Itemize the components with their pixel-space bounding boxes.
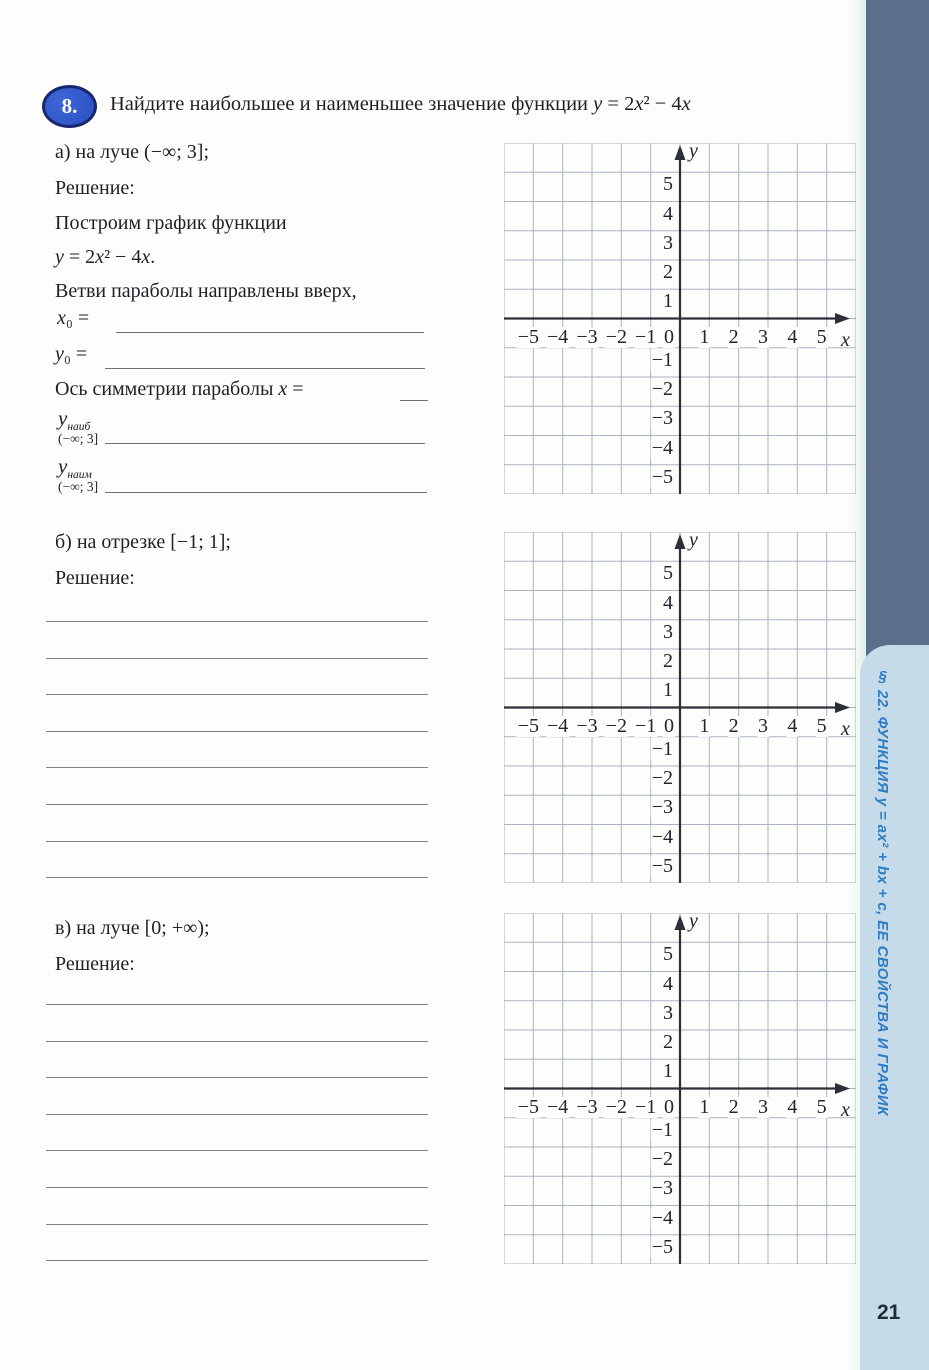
y-tick-label: 5 [663,943,673,966]
x-tick-label: 3 [758,714,768,737]
y-tick-label: 3 [663,620,673,643]
y-tick-label: 4 [663,202,673,225]
part-b-solution-label: Решение: [55,567,135,589]
answer-line-x0 [116,332,424,333]
y-tick-label: 4 [663,972,673,995]
x-tick-label: 4 [787,325,798,348]
x-tick-label: −2 [605,325,627,348]
y-tick-label: 5 [663,173,673,196]
sidebar-section-title: § 22. ФУНКЦИЯ y = ax² + bx + c, ЕЕ СВОЙСТВА И ГРАФИК [874,668,891,1116]
answer-line-ymin [105,492,427,493]
part-a-solution-label: Решение: [55,177,135,199]
answer-ruled-line [46,1187,428,1188]
x-tick-label: −5 [517,325,539,348]
y-tick-label: −3 [651,407,673,430]
answer-ruled-line [46,767,428,768]
coordinate-grid-part-a [504,140,856,494]
y-tick-label: 3 [663,231,673,254]
x-tick-label: 4 [787,1095,798,1118]
y-tick-label: −2 [651,378,673,400]
x-tick-label: −4 [547,1095,569,1118]
problem-statement-text: Найдите наибольшее и наименьшее значение функции [110,93,589,115]
answer-ruled-line [46,1224,428,1225]
y-tick-label: 2 [663,650,673,672]
answer-line-y0 [105,368,425,369]
y-tick-label: −5 [651,1235,673,1258]
x-tick-label: 5 [816,1095,827,1118]
y-tick-label: −2 [651,767,673,789]
y-tick-label: −1 [651,737,673,760]
answer-ruled-line [46,1150,428,1151]
y-tick-label: −5 [651,465,673,488]
x-tick-label: −2 [605,714,627,737]
y-tick-label: −1 [651,1118,673,1141]
problem-statement [110,92,691,118]
answer-ruled-line [46,621,428,622]
origin-label: 0 [664,714,674,737]
x-tick-label: −1 [635,1095,657,1118]
problem-formula: y = 2x² − 4x [593,93,691,115]
answer-ruled-line [46,658,428,659]
x-axis-label: x [841,717,850,740]
y-tick-label: 2 [663,1031,673,1053]
y-tick-label: 4 [663,591,673,614]
y-axis-label: y [689,140,698,162]
x-tick-label: 2 [728,325,739,348]
answer-ruled-line [46,1041,428,1042]
x-axis-label: x [841,1098,850,1121]
y-tick-label: 1 [663,290,673,313]
answer-ruled-line [46,804,428,805]
part-c-heading: в) на луче [0; +∞); [55,917,210,939]
answer-ruled-line [46,1260,428,1261]
part-b-heading: б) на отрезке [−1; 1]; [55,531,231,553]
x-tick-label: −1 [635,325,657,348]
x-tick-label: −1 [635,714,657,737]
x0-label: x₀ = [57,307,90,329]
answer-ruled-line [46,1004,428,1005]
coordinate-grid-part-c [504,910,856,1264]
answer-line-ymax [105,443,425,444]
x-tick-label: 1 [699,325,710,348]
problem-number: 8. [61,94,78,118]
x-tick-label: 5 [816,325,827,348]
y-tick-label: −3 [651,796,673,819]
x-tick-label: 3 [758,1095,768,1118]
answer-ruled-line [46,1114,428,1115]
y-tick-label: −2 [651,1148,673,1170]
page-number: 21 [877,1301,901,1324]
y-tick-label: −4 [651,825,673,848]
x-tick-label: 2 [728,714,739,737]
sidebar-section-tab [860,645,929,1370]
sidebar-dark-band [866,0,929,668]
y-tick-label: −4 [651,436,673,459]
y-tick-label: −3 [651,1177,673,1200]
y-tick-label: −1 [651,348,673,371]
y-tick-label: 3 [663,1001,673,1024]
ymin-notation: $y_{наим}$ (−∞; 3] [58,454,99,495]
y-tick-label: −4 [651,1206,673,1229]
x-tick-label: −3 [576,714,598,737]
y-tick-label: 1 [663,1060,673,1083]
part-a-build-line: Построим график функции [55,212,287,234]
answer-ruled-line [46,841,428,842]
grid-lines [504,532,856,883]
x-tick-label: −4 [547,325,569,348]
y-tick-label: 1 [663,679,673,702]
part-a-branches-line: Ветви параболы направлены вверх, [55,280,357,302]
axis-of-symmetry-label: Ось симметрии параболы x = [55,378,304,400]
origin-label: 0 [664,325,674,348]
problem-number-badge [42,85,97,128]
ymax-notation: $y_{наиб}$ (−∞; 3] [58,406,99,447]
y-tick-label: 2 [663,261,673,283]
x-tick-label: 3 [758,325,768,348]
y-axis-label: y [689,529,698,551]
ymin-interval: (−∞; 3] [58,479,99,495]
x-tick-label: −3 [576,325,598,348]
x-tick-label: −5 [517,714,539,737]
answer-ruled-line [46,731,428,732]
x-tick-label: −3 [576,1095,598,1118]
grid-lines [504,143,856,494]
x-tick-label: 2 [728,1095,739,1118]
x-axis-label: x [841,328,850,351]
y0-label: y₀ = [55,343,88,365]
origin-label: 0 [664,1095,674,1118]
grid-lines [504,913,856,1264]
part-a-formula: y = 2x² − 4x. [55,246,156,268]
answer-ruled-line [46,1077,428,1078]
y-tick-label: 5 [663,562,673,585]
part-a-heading: а) на луче (−∞; 3]; [55,141,210,163]
x-tick-label: 1 [699,714,710,737]
x-tick-label: −2 [605,1095,627,1118]
answer-ruled-line [46,877,428,878]
y-tick-label: −5 [651,854,673,877]
part-c-solution-label: Решение: [55,953,135,975]
x-tick-label: −5 [517,1095,539,1118]
ymax-interval: (−∞; 3] [58,431,99,447]
coordinate-grid-part-b [504,529,856,883]
x-tick-label: −4 [547,714,569,737]
x-tick-label: 1 [699,1095,710,1118]
x-tick-label: 4 [787,714,798,737]
answer-ruled-line [46,694,428,695]
x-tick-label: 5 [816,714,827,737]
y-axis-label: y [689,910,698,932]
answer-line-axis [400,400,428,401]
